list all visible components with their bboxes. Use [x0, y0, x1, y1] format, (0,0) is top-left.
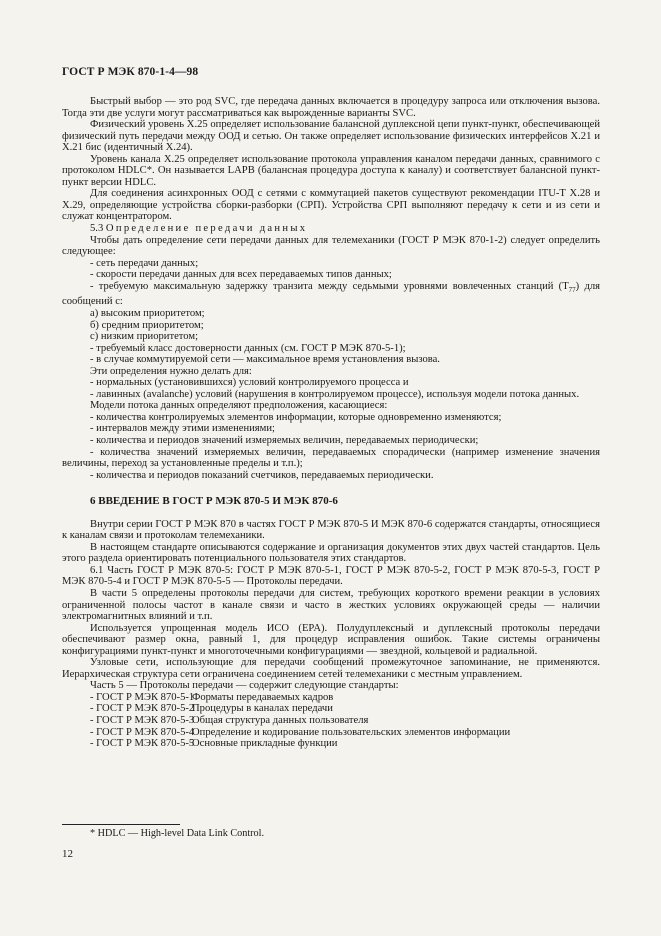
standard-code: - ГОСТ Р МЭК 870-5-3: [90, 715, 195, 726]
paragraph: В части 5 определены протоколы передачи для систем, требующих короткого времени реакции в условиях ограниченной полосы частот в канале связи и часто в жестких условиях окружающей среды — наличии электромагнитных влияний и т.п.: [62, 587, 600, 623]
standard-title: Основные прикладные функции: [192, 738, 338, 750]
list-item: - количества и периодов показаний счетчиков, передаваемых периодически.: [90, 469, 434, 481]
paragraph: В настоящем стандарте описываются содержание и организация документов этих двух частей стандартов. Цель этого раздела ориентировать потенциального пользователя этих стандартов.: [62, 541, 600, 565]
list-item: - скорости передачи данных для всех передаваемых типов данных;: [90, 269, 392, 281]
page-number: 12: [62, 848, 73, 860]
paragraph-text: . Он называется LAPB (балансная процедура доступа к каналу) и соответствует балансной пункт-пункт версии HDLC.: [62, 165, 600, 188]
list-item: [62, 281, 600, 308]
standard-code: - ГОСТ Р МЭК 870-5-5: [90, 738, 195, 750]
paragraph: Узловые сети, использующие для передачи сообщений промежуточное запоминание, не применяются. Иерархическая структура сети ограничена соединением сетей телемеханики с местным управлением.: [62, 657, 600, 680]
standard-title: Общая структура данных пользователя: [192, 715, 369, 726]
standard-list-item: [62, 692, 600, 704]
footnote-marker: *: [146, 165, 153, 177]
paragraph-text: Уровень канала X.25 определяет использование протокола управления каналом передачи данных, сравнимого с протоколом HDLC: [62, 153, 600, 177]
footnote-divider: [62, 824, 180, 825]
paragraph: [62, 154, 600, 189]
list-item: - требуемый класс достоверности данных (см. ГОСТ Р МЭК 870-5-1);: [90, 342, 406, 354]
standard-list-item: [62, 703, 600, 715]
list-item: б) средним приоритетом;: [90, 319, 204, 331]
subscript: 77: [568, 285, 576, 294]
section-heading-5-3: [62, 223, 600, 235]
list-item: - сеть передачи данных;: [90, 257, 199, 269]
paragraph: Часть 5 — Протоколы передачи — содержит следующие стандарты:: [90, 680, 399, 692]
standard-list-item: [62, 738, 600, 750]
paragraph: Внутри серии ГОСТ Р МЭК 870 в частях ГОСТ Р МЭК 870-5 И МЭК 870-6 содержатся стандарты, относящиеся к каналам связи и протоколам телемеханики.: [62, 518, 600, 542]
standard-list-item: [62, 715, 600, 727]
list-item: а) высоким приоритетом;: [90, 307, 205, 319]
standard-title: Определение и кодирование пользовательских элементов информации: [192, 726, 511, 738]
running-header: ГОСТ Р МЭК 870-1-4—98: [62, 66, 199, 78]
list-item: - лавинных (avalanche) условий (нарушения в контролируемом процессе), используя модели потока данных.: [90, 388, 580, 400]
paragraph: Чтобы дать определение сети передачи данных для телемеханики (ГОСТ Р МЭК 870-1-2) следует определить следующее:: [62, 234, 600, 258]
list-item: - количества значений измеряемых величин, передаваемых спорадически (например изменение значения величины, переход за установленные пределы и т.п.);: [62, 446, 600, 470]
list-item: - в случае коммутируемой сети — максимальное время установления вызова.: [90, 354, 440, 366]
paragraph: Используется упрощенная модель ИСО (EPA). Полудуплексный и дуплексный протоколы передачи обеспечивают размер окна, равный 1, для процедур исправления ошибок. Такие системы ограничены конфигурациями пункт-пункт и многоточечными конфигурациями — звездной, кольцевой и радиальной.: [62, 622, 600, 657]
standard-code: - ГОСТ Р МЭК 870-5-2: [90, 703, 195, 715]
paragraph: Модели потока данных определяют предположения, касающиеся:: [90, 400, 388, 412]
list-item: - количества контролируемых элементов информации, которые одновременно изменяются;: [90, 411, 502, 423]
footnote: * HDLC — High-level Data Link Control.: [90, 828, 265, 839]
paragraph: Эти определения нужно делать для:: [90, 365, 252, 377]
paragraph: Для соединения асинхронных ООД с сетями с коммутацией пакетов существуют рекомендации ITU-T X.28 и X.29, определяющие устройства сборки-разборки (СРП). Устройства СРП выполняют передачу к сети и из сети и служат концентратором.: [62, 188, 600, 223]
paragraph: Быстрый выбор — это род SVC, где передача данных включается в процедуру запроса или отключения вызова. Тогда эти две услуги могут рассматриваться как вырожденные варианты SVC.: [62, 96, 600, 119]
list-item: - нормальных (установившихся) условий контролируемого процесса и: [90, 377, 409, 389]
standard-code: - ГОСТ Р МЭК 870-5-4: [90, 726, 195, 738]
standard-title: Форматы передаваемых кадров: [192, 691, 334, 703]
list-item: - количества и периодов значений измеряемых величин, передаваемых периодически;: [90, 434, 479, 446]
section-number: 5.3: [90, 223, 104, 235]
standard-code: - ГОСТ Р МЭК 870-5-1: [90, 691, 195, 703]
standard-title: Процедуры в каналах передачи: [192, 703, 333, 715]
standard-list-item: [62, 727, 600, 739]
list-item-text: - требуемую максимальную задержку транзита между седьмыми уровнями вовлеченных станций (T: [90, 280, 569, 292]
paragraph: Физический уровень X.25 определяет использование балансной дуплексной цепи пункт-пункт, обеспечивающей физический путь передачи между ООД и сетью. Он также определяет использование физических интерфейсов X.21 и X.21 бис (идентичный X.24).: [62, 119, 600, 154]
paragraph: 6.1 Часть ГОСТ Р МЭК 870-5: ГОСТ Р МЭК 870-5-1, ГОСТ Р МЭК 870-5-2, ГОСТ Р МЭК 870-5-3, ГОСТ Р МЭК 870-5-4 и ГОСТ Р МЭК 870-5-5 — Протоколы передачи.: [62, 564, 600, 588]
section-heading-6: 6 ВВЕДЕНИЕ В ГОСТ Р МЭК 870-5 И МЭК 870-6: [90, 495, 338, 508]
page-body: [62, 96, 600, 750]
section-title: Определение передачи данных: [105, 223, 308, 235]
list-item: - интервалов между этими изменениями;: [90, 423, 275, 435]
list-item-text: ) для сообщений с:: [62, 280, 600, 308]
list-item: с) низким приоритетом;: [90, 331, 199, 343]
